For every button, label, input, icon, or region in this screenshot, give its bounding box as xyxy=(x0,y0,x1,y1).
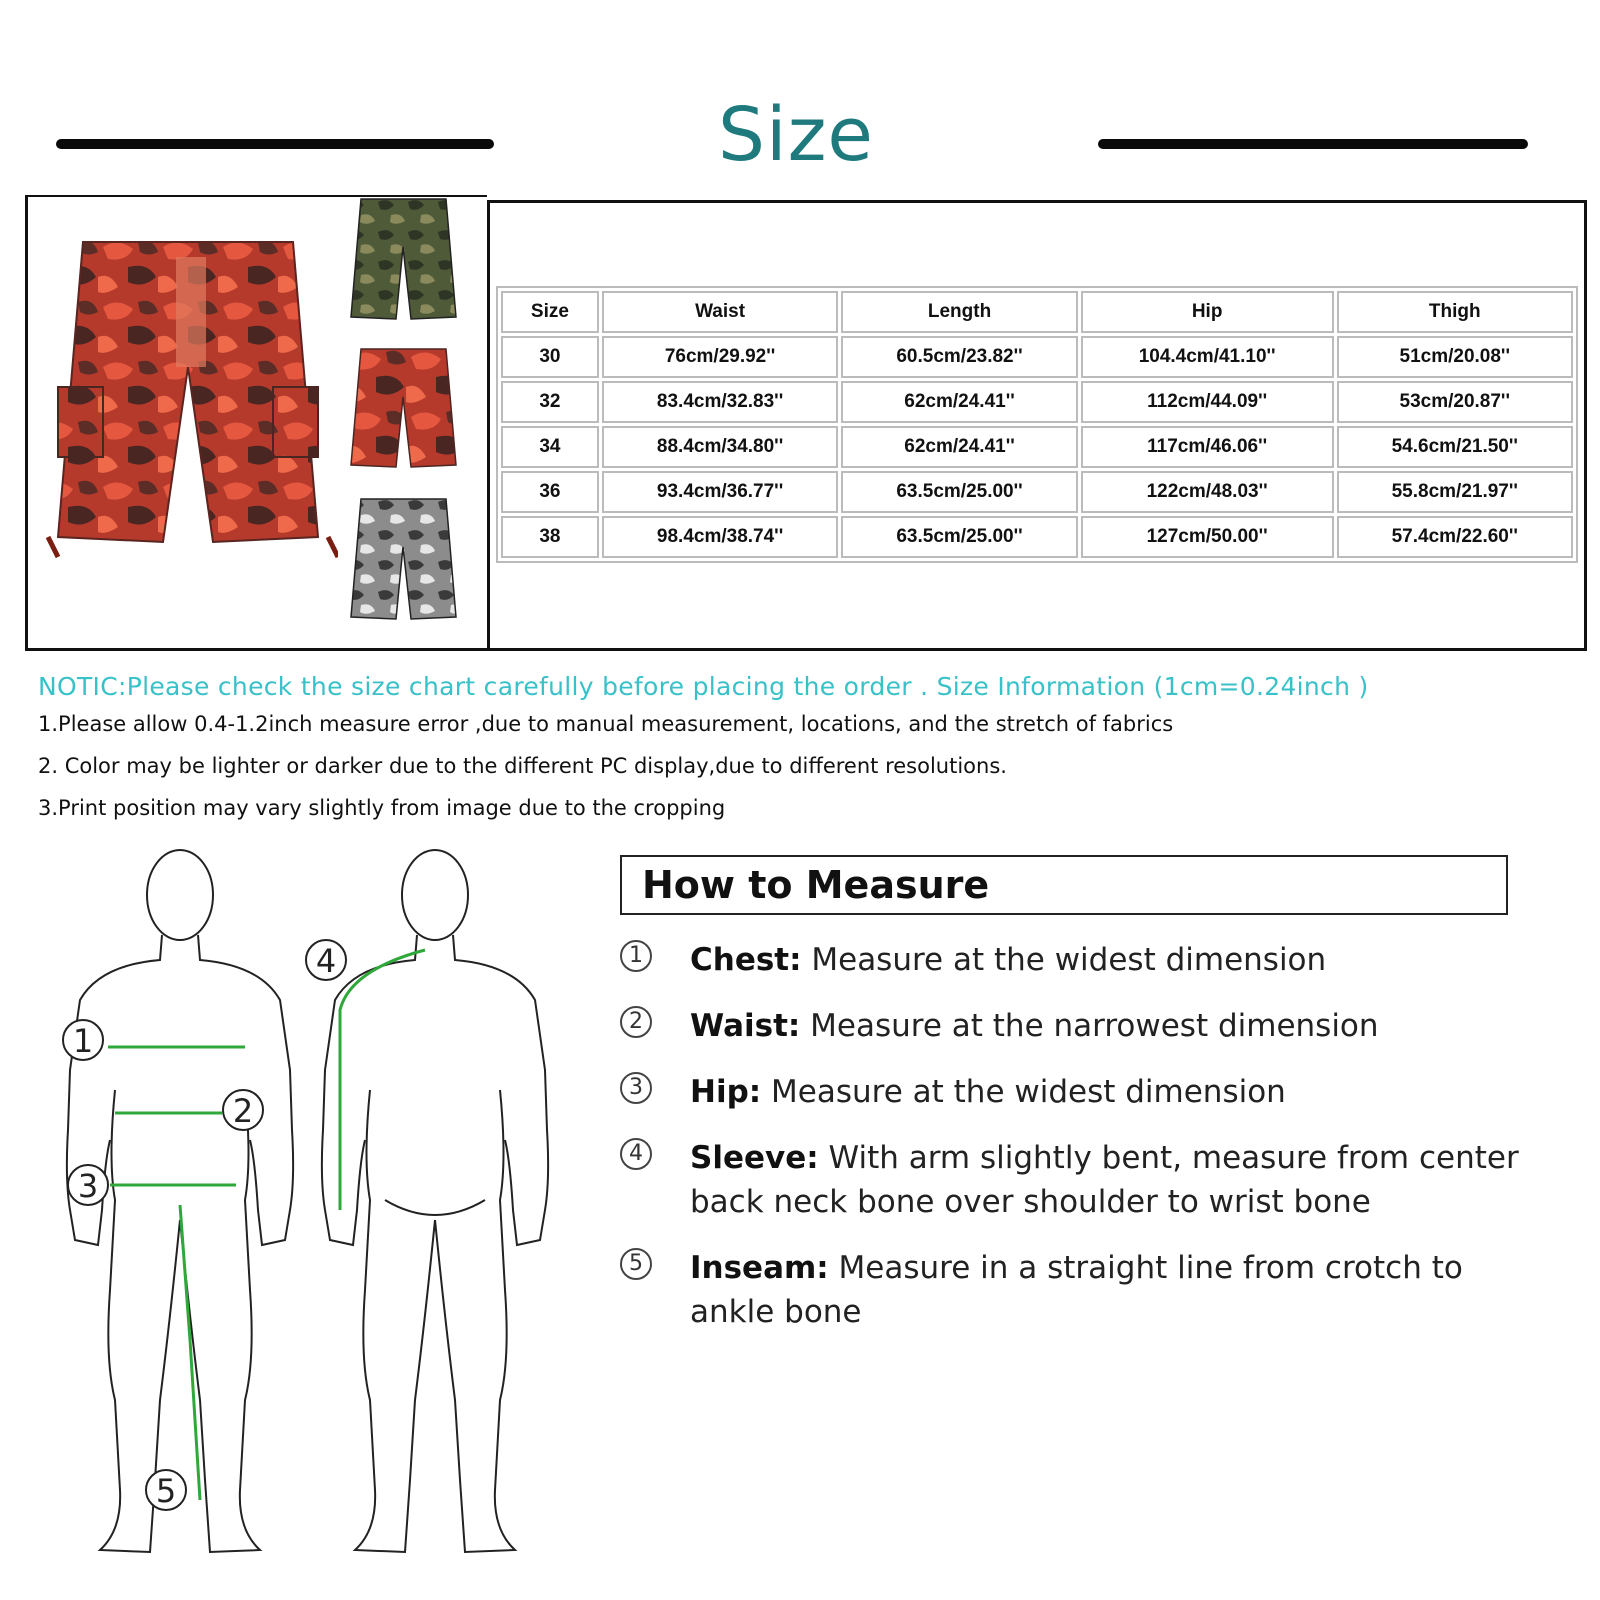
table-row xyxy=(501,426,1573,468)
table-row xyxy=(501,381,1573,423)
note-3: 3.Print position may vary slightly from image due to the cropping xyxy=(38,796,726,820)
figure-label-5: 5 xyxy=(155,1472,177,1510)
table-cell: 104.4cm/41.10'' xyxy=(1081,336,1334,378)
how-to-measure-title: How to Measure xyxy=(642,863,990,907)
step-text xyxy=(690,1004,1530,1048)
product-image-red xyxy=(346,347,461,477)
column-header: Size xyxy=(501,291,599,333)
step-number: 5 xyxy=(620,1248,652,1280)
step-text xyxy=(690,938,1530,982)
step-text xyxy=(690,1246,1530,1334)
product-image-main xyxy=(38,237,338,567)
table-cell: 57.4cm/22.60'' xyxy=(1337,516,1573,558)
table-cell: 54.6cm/21.50'' xyxy=(1337,426,1573,468)
step-description: Measure at the narrowest dimension xyxy=(800,1008,1379,1044)
table-cell: 55.8cm/21.97'' xyxy=(1337,471,1573,513)
table-row xyxy=(501,471,1573,513)
table-cell: 30 xyxy=(501,336,599,378)
column-header: Waist xyxy=(602,291,838,333)
table-cell: 62cm/24.41'' xyxy=(841,426,1077,468)
step-description: Measure at the widest dimension xyxy=(801,942,1327,978)
table-cell: 88.4cm/34.80'' xyxy=(602,426,838,468)
table-cell: 62cm/24.41'' xyxy=(841,381,1077,423)
step-text xyxy=(690,1136,1530,1224)
table-cell: 127cm/50.00'' xyxy=(1081,516,1334,558)
table-cell: 60.5cm/23.82'' xyxy=(841,336,1077,378)
column-header: Hip xyxy=(1081,291,1334,333)
how-to-measure-header xyxy=(620,855,1508,915)
figure-label-4: 4 xyxy=(315,942,337,980)
step-description: Measure at the widest dimension xyxy=(761,1074,1286,1110)
table-cell: 63.5cm/25.00'' xyxy=(841,516,1077,558)
sleeve-line xyxy=(340,950,425,1210)
table-cell: 83.4cm/32.83'' xyxy=(602,381,838,423)
notice-text: NOTIC:Please check the size chart carefully before placing the order . Size Information (1cm=0.24inch ) xyxy=(38,672,1369,701)
table-cell: 76cm/29.92'' xyxy=(602,336,838,378)
title-row xyxy=(0,85,1600,185)
table-cell: 93.4cm/36.77'' xyxy=(602,471,838,513)
step-term: Waist: xyxy=(690,1008,801,1044)
page-title: Size xyxy=(718,92,874,178)
table-cell: 36 xyxy=(501,471,599,513)
table-row xyxy=(501,336,1573,378)
product-gallery xyxy=(25,195,487,651)
step-term: Hip: xyxy=(690,1074,762,1110)
inseam-line xyxy=(180,1205,200,1500)
table-row xyxy=(501,516,1573,558)
figure-label-3: 3 xyxy=(77,1167,99,1205)
table-cell: 51cm/20.08'' xyxy=(1337,336,1573,378)
step-description: Measure in a straight line from crotch to ankle bone xyxy=(690,1250,1463,1330)
table-cell: 122cm/48.03'' xyxy=(1081,471,1334,513)
table-cell: 53cm/20.87'' xyxy=(1337,381,1573,423)
step-number: 1 xyxy=(620,940,652,972)
note-1: 1.Please allow 0.4-1.2inch measure error ,due to manual measurement, locations, and the stretch of fabrics xyxy=(38,712,1174,736)
product-image-green xyxy=(346,197,461,332)
step-number: 2 xyxy=(620,1006,652,1038)
figure-label-1: 1 xyxy=(72,1022,94,1060)
table-cell: 32 xyxy=(501,381,599,423)
column-header: Thigh xyxy=(1337,291,1573,333)
table-cell: 63.5cm/25.00'' xyxy=(841,471,1077,513)
note-2: 2. Color may be lighter or darker due to the different PC display,due to different resolutions. xyxy=(38,754,1007,778)
table-header-row xyxy=(501,291,1573,333)
step-term: Sleeve: xyxy=(690,1140,819,1176)
table-cell: 34 xyxy=(501,426,599,468)
step-text xyxy=(690,1070,1530,1114)
table-cell: 112cm/44.09'' xyxy=(1081,381,1334,423)
step-description: With arm slightly bent, measure from center back neck bone over shoulder to wrist bone xyxy=(690,1140,1519,1220)
size-chart-panel xyxy=(487,200,1587,651)
step-number: 3 xyxy=(620,1072,652,1104)
table-cell: 117cm/46.06'' xyxy=(1081,426,1334,468)
product-image-grey xyxy=(346,497,461,632)
table-cell: 98.4cm/38.74'' xyxy=(602,516,838,558)
column-header: Length xyxy=(841,291,1077,333)
step-term: Chest: xyxy=(690,942,802,978)
title-rule-left xyxy=(56,139,494,149)
step-term: Inseam: xyxy=(690,1250,829,1286)
measurement-figures xyxy=(40,840,580,1585)
table-cell: 38 xyxy=(501,516,599,558)
figure-label-2: 2 xyxy=(232,1092,254,1130)
title-rule-right xyxy=(1098,139,1528,149)
step-number: 4 xyxy=(620,1138,652,1170)
size-table xyxy=(496,286,1578,563)
